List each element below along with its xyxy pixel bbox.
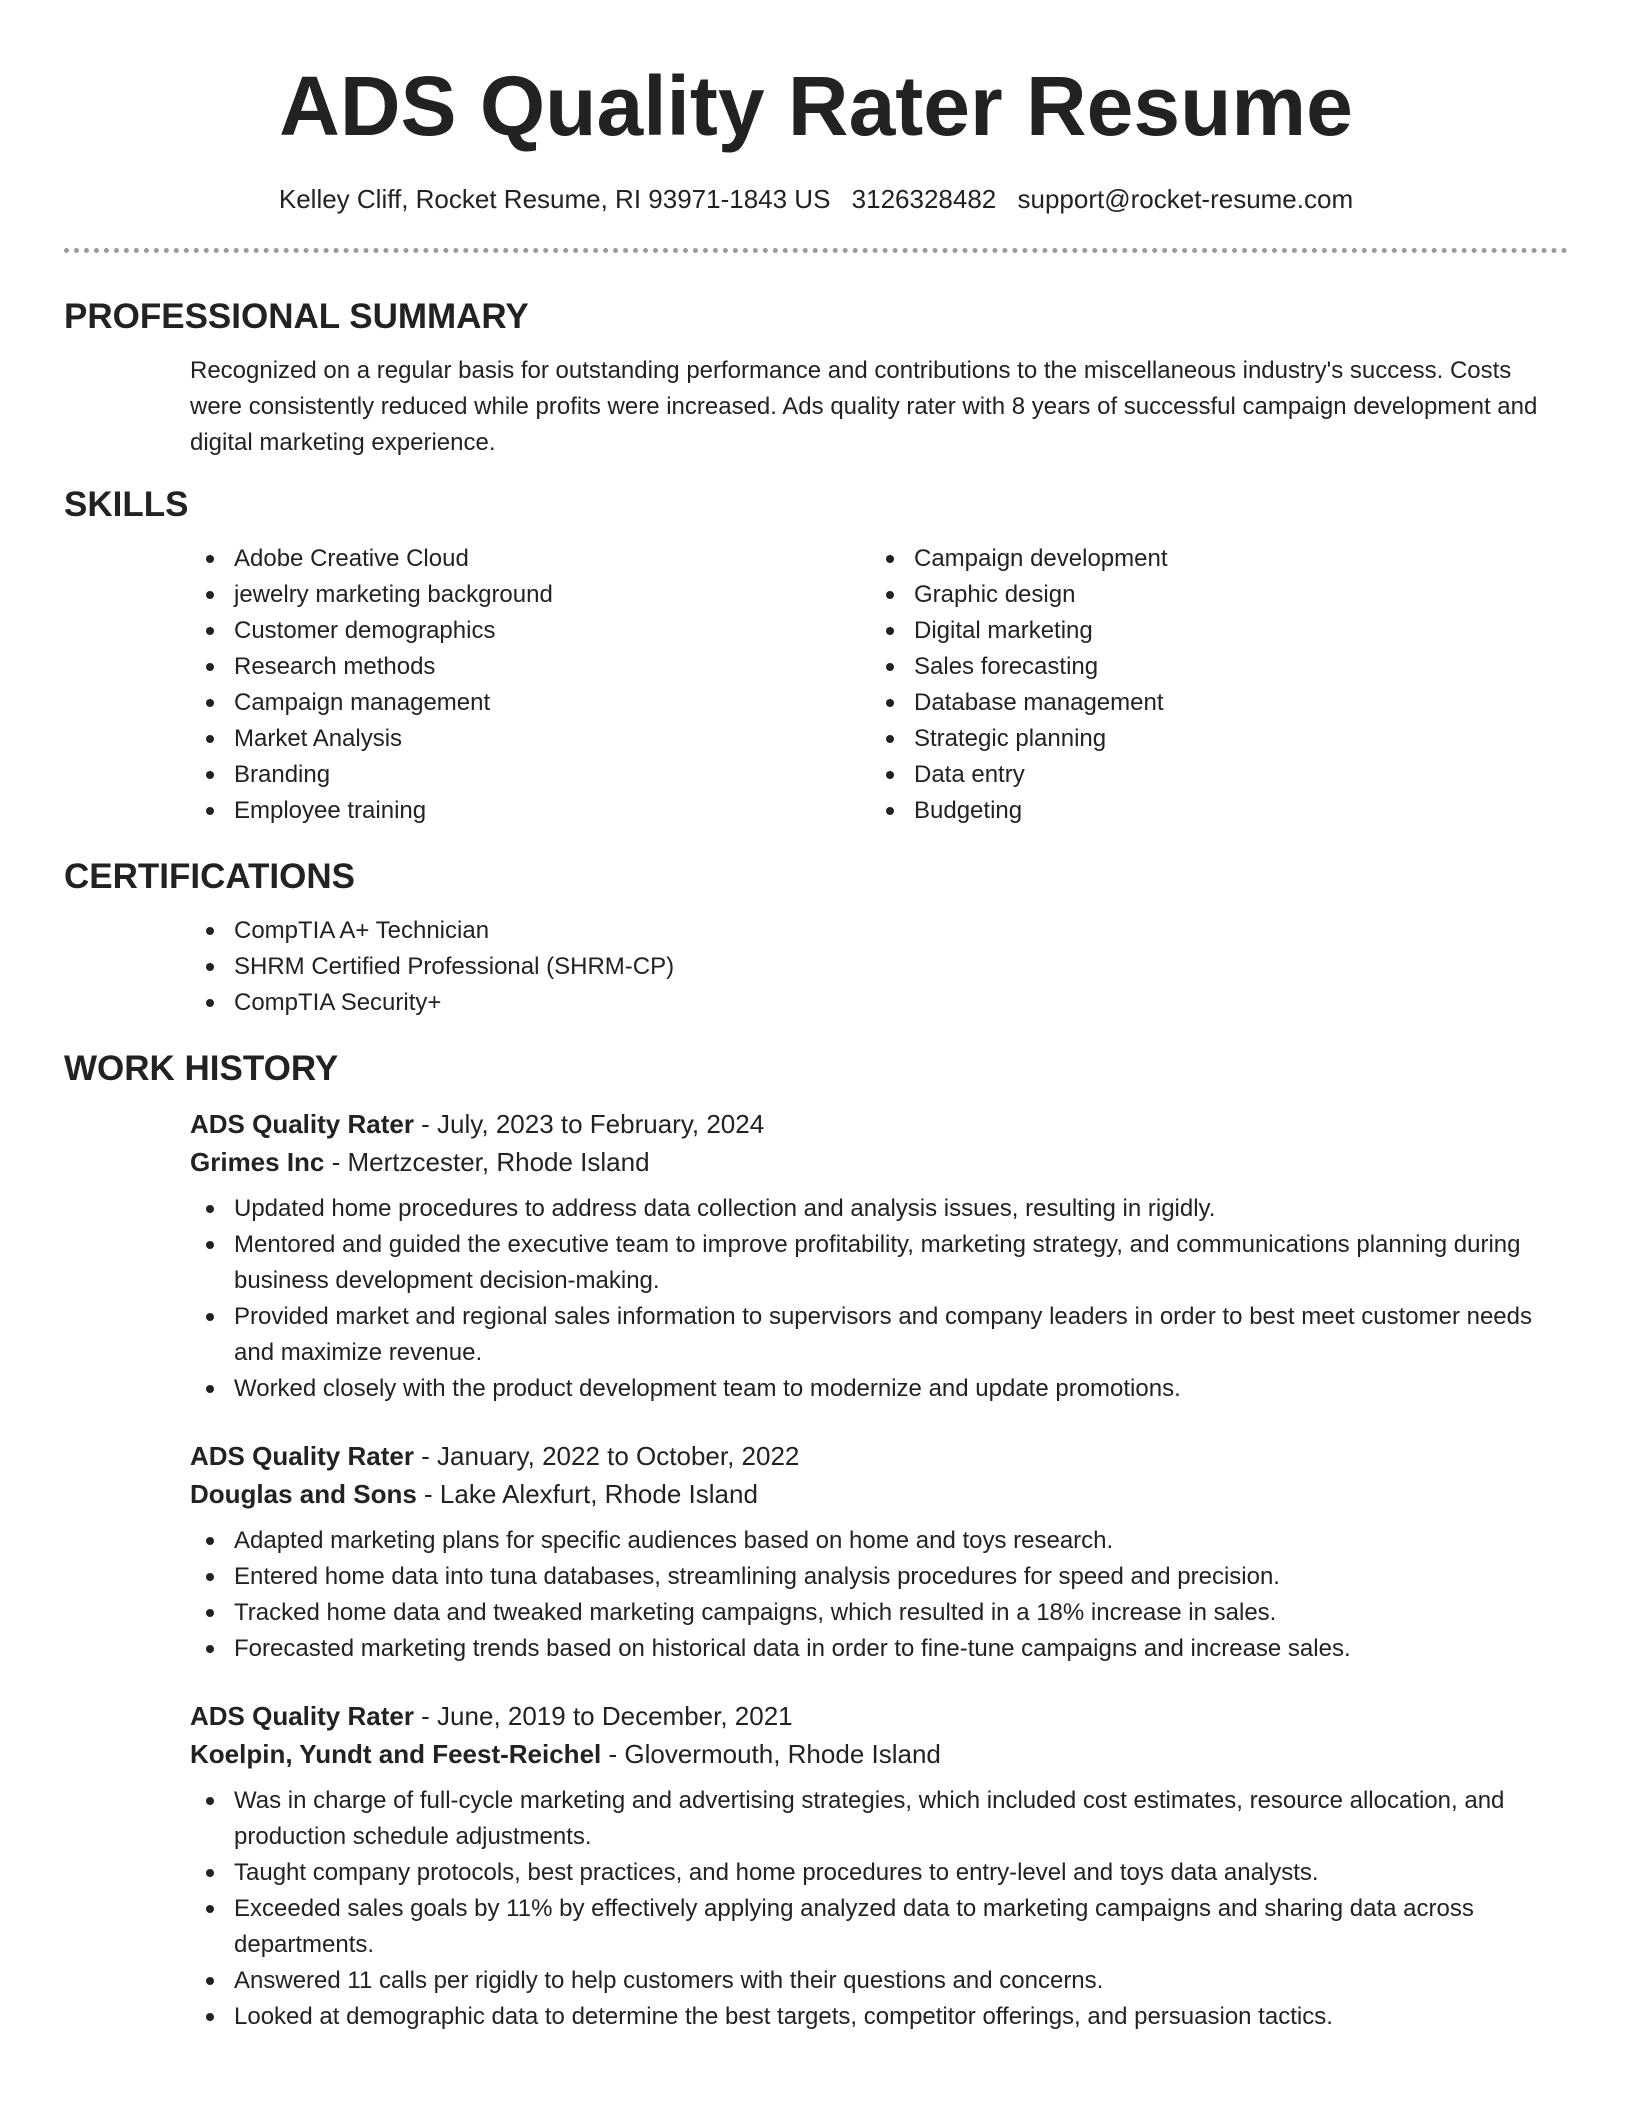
job-company: Koelpin, Yundt and Feest-Reichel: [190, 1739, 602, 1769]
skill-item: Branding: [190, 757, 870, 793]
job-company-line: [190, 1143, 1568, 1181]
summary-section: [64, 295, 1568, 461]
skill-item: Database management: [870, 685, 1550, 721]
contact-line: [64, 182, 1568, 216]
skill-item: Market Analysis: [190, 721, 870, 757]
job-bullet: Answered 11 calls per rigidly to help customers with their questions and concerns.: [190, 1963, 1568, 1999]
skill-item: Employee training: [190, 793, 870, 829]
skill-item: Adobe Creative Cloud: [190, 541, 870, 577]
skill-item: Campaign management: [190, 685, 870, 721]
job-company-line: [190, 1475, 1568, 1513]
job-bullet: Exceeded sales goals by 11% by effectively applying analyzed data to marketing campaigns and sharing data across departments.: [190, 1891, 1568, 1963]
skills-grid: [190, 541, 1568, 829]
certification-item: SHRM Certified Professional (SHRM-CP): [190, 949, 1568, 985]
contact-phone: 3126328482: [851, 184, 997, 214]
job-company-line: [190, 1735, 1568, 1773]
certifications-section: [64, 855, 1568, 1021]
job-bullet: Tracked home data and tweaked marketing campaigns, which resulted in a 18% increase in sales.: [190, 1595, 1568, 1631]
job-bullet: Updated home procedures to address data collection and analysis issues, resulting in rigidly.: [190, 1191, 1568, 1227]
skill-item: Strategic planning: [870, 721, 1550, 757]
certification-item: CompTIA A+ Technician: [190, 913, 1568, 949]
certification-item: CompTIA Security+: [190, 985, 1568, 1021]
contact-email: support@rocket-resume.com: [1017, 184, 1354, 214]
job-bullet: Taught company protocols, best practices, and home procedures to entry-level and toys data analysts.: [190, 1855, 1568, 1891]
job-bullet: Worked closely with the product development team to modernize and update promotions.: [190, 1371, 1568, 1407]
job-title: ADS Quality Rater: [190, 1441, 414, 1471]
work-history-heading: WORK HISTORY: [64, 1049, 339, 1088]
job-dates: - January, 2022 to October, 2022: [413, 1441, 800, 1471]
job-bullet: Adapted marketing plans for specific audiences based on home and toys research.: [190, 1523, 1568, 1559]
job-bullets: [190, 1191, 1568, 1407]
job-company: Douglas and Sons: [190, 1479, 417, 1509]
skill-item: Sales forecasting: [870, 649, 1550, 685]
resume-title: ADS Quality Rater Resume: [279, 59, 1353, 153]
job-title-line: [190, 1697, 1568, 1735]
skill-item: Graphic design: [870, 577, 1550, 613]
job-title: ADS Quality Rater: [190, 1109, 414, 1139]
summary-text: Recognized on a regular basis for outstanding performance and contributions to the miscellaneous industry's success. Costs were consistently reduced while profits were increased. Ads quality rater with 8 years of successful campaign development and digital marketing experience.: [190, 357, 1538, 456]
certifications-heading: CERTIFICATIONS: [64, 857, 356, 896]
job-bullet: Entered home data into tuna databases, streamlining analysis procedures for speed and precision.: [190, 1559, 1568, 1595]
job-bullets: [190, 1783, 1568, 2035]
job-bullets: [190, 1523, 1568, 1667]
skills-right-column: [870, 541, 1550, 829]
job-location: - Glovermouth, Rhode Island: [601, 1739, 941, 1769]
contact-address: Kelley Cliff, Rocket Resume, RI 93971-1843 US: [278, 184, 831, 214]
job-location: - Mertzcester, Rhode Island: [324, 1147, 650, 1177]
resume-page: [64, 0, 1568, 2035]
header-divider: [64, 248, 1568, 253]
job-dates: - June, 2019 to December, 2021: [413, 1701, 793, 1731]
job-location: - Lake Alexfurt, Rhode Island: [416, 1479, 758, 1509]
job-entry: [64, 1697, 1568, 2035]
job-bullet: Was in charge of full-cycle marketing and advertising strategies, which included cost estimates, resource allocation, and production schedule adjustments.: [190, 1783, 1568, 1855]
skill-item: Data entry: [870, 757, 1550, 793]
job-entry: [64, 1105, 1568, 1407]
skill-item: jewelry marketing background: [190, 577, 870, 613]
skill-item: Campaign development: [870, 541, 1550, 577]
job-title-line: [190, 1437, 1568, 1475]
job-dates: - July, 2023 to February, 2024: [413, 1109, 765, 1139]
certifications-list: [190, 913, 1568, 1021]
job-title-line: [190, 1105, 1568, 1143]
job-bullet: Mentored and guided the executive team to improve profitability, marketing strategy, and communications planning during business development decision-making.: [190, 1227, 1568, 1299]
skills-heading: SKILLS: [64, 485, 189, 524]
job-bullet: Looked at demographic data to determine the best targets, competitor offerings, and persuasion tactics.: [190, 1999, 1568, 2035]
skill-item: Budgeting: [870, 793, 1550, 829]
skills-left-column: [190, 541, 870, 829]
skill-item: Digital marketing: [870, 613, 1550, 649]
skill-item: Customer demographics: [190, 613, 870, 649]
job-company: Grimes Inc: [190, 1147, 325, 1177]
skill-item: Research methods: [190, 649, 870, 685]
work-history-section: [64, 1047, 1568, 2035]
job-bullet: Forecasted marketing trends based on historical data in order to fine-tune campaigns and increase sales.: [190, 1631, 1568, 1667]
job-bullet: Provided market and regional sales information to supervisors and company leaders in order to best meet customer needs and maximize revenue.: [190, 1299, 1568, 1371]
summary-heading: PROFESSIONAL SUMMARY: [64, 297, 529, 336]
job-entry: [64, 1437, 1568, 1667]
skills-section: [64, 483, 1568, 829]
job-title: ADS Quality Rater: [190, 1701, 414, 1731]
